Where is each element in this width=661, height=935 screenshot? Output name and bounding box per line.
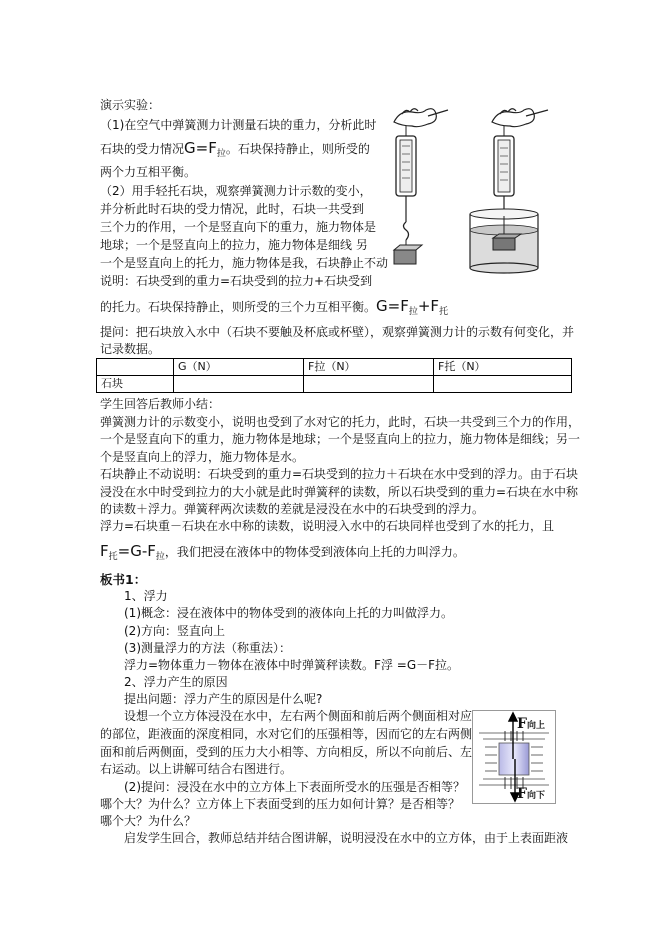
demo-p2-text: 的托力。石块保持静止，则所受的三个力互相平衡。 [100,300,377,314]
summary-formula-line [100,544,465,565]
summary-line5: 石块静止不动说明：石块受到的重力=石块受到的拉力＋石块在水中受到的浮力。由于石块 [100,467,579,481]
board-item-4: (3)测量浮力的方法（称重法）： [124,641,291,655]
buoyancy-definition-text: ，我们把浸在液体中的物体受到液体向上托的力叫浮力。 [164,545,465,559]
formula-sub-la: 拉 [216,149,226,159]
board-item-8: 设想一个立方体浸没在水中，左右两个侧面和前后两个侧面相对应 [124,709,473,723]
stone-block-icon [394,240,422,264]
cube-in-water-figure [472,710,556,804]
table-header-cell: G（N） [174,359,304,376]
board-item-5: 浮力=物体重力－物体在液体中时弹簧秤读数。F浮 =G－F拉。 [124,658,460,672]
demo-p1-line3: 两个力互相平衡。 [100,165,197,179]
summary-line1: 学生回答后教师小结： [100,397,221,411]
formula-eq-g-minus-f: =G-F [117,542,156,560]
formula-f: F [100,542,109,560]
demo-p2-line4: 地球；一个是竖直向上的拉力，施力物体是细线 另 [100,238,368,252]
summary-line6: 浸没在水中时受到拉力的大小就是此时弹簧秤的读数，所以石块受到的重力=石块在水中称 [100,485,579,499]
table-header-cell [97,359,174,376]
question-line2: 记录数据。 [100,342,161,356]
board-item-9: 的部位，距液面的深度相同，水对它们的压强相等，因而它的左右两侧 [100,727,473,741]
table-cell[interactable] [434,376,572,393]
board-item-1: 1、浮力 [124,589,168,603]
demo-heading: 演示实验： [100,98,161,112]
demo-p2-line3: 三个力的作用，一个是竖直向下的重力，施力物体是 [100,220,377,234]
board-item-10: 面和前后两侧面，受到的压力大小相等、方向相反，所以不向前后、左 [100,745,473,759]
force-down-label [517,783,545,802]
table-cell: 石块 [97,376,174,393]
board-title: 板书1： [100,572,147,587]
board-item-7: 提出问题：浮力产生的原因是什么呢? [124,692,323,706]
cube-icon [499,743,529,775]
table-cell[interactable] [304,376,434,393]
table-cell[interactable] [174,376,304,393]
formula-sub-la-2: 拉 [408,307,418,317]
demo-p2-line6: 说明：石块受到的重力=石块受到的拉力+石块受到 [100,274,373,288]
force-up-label [517,713,545,732]
force-up-sub: 向上 [526,721,545,731]
table-header-row [97,359,572,376]
board-item-6: 2、浮力产生的原因 [124,675,228,689]
formula-part-b: +F [417,297,440,315]
demo-p1-line1: （1)在空气中弹簧测力计测量石块的重力，分析此时 [100,118,377,132]
spring-scale-icon [494,126,514,216]
demo-p1-text-post: 。石块保持静止，则所受的 [225,142,370,156]
demo-p1-text: 石块的受力情况 [100,142,185,156]
formula-sub-tuo: 托 [439,307,449,317]
force-down-sub: 向下 [526,791,545,801]
formula-sub-la-3: 拉 [155,552,165,562]
summary-line3: 一个是竖直向下的重力，施力物体是地球；一个是竖直向上的拉力，施力物体是细线；另一 [100,432,581,446]
demo-p2-line5: 一个是竖直向上的托力，施力物体是我，石块静止不动 [100,256,389,270]
summary-line8: 浮力=石块重－石块在水中称的读数，说明浸入水中的石块同样也受到了水的托力，且 [100,519,555,533]
table-header-cell: F托（N） [434,359,572,376]
table-header-cell: F拉（N） [304,359,434,376]
water-beaker-icon [470,209,538,273]
demo-p2-line7 [100,299,448,320]
spring-scale-air-figure [376,104,456,274]
summary-line7: 的读数＋浮力。弹簧秤两次读数的差就是浸没在水中的石块受到的浮力。 [100,502,485,516]
hand-icon [492,109,548,127]
board-item-11: 右运动。以上讲解可结合右图进行。 [100,762,293,776]
force-record-table [96,358,572,393]
board-item-12: (2)提问：浸没在水中的立方体上下表面所受水的压强是否相等？ [124,780,466,794]
board-item-3: (2)方向：竖直向上 [124,624,225,638]
summary-line2: 弹簧测力计的示数变小，说明也受到了水对它的托力，此时，石块一共受到三个力的作用， [100,415,581,429]
force-up-f: F [517,716,527,732]
board-item-14: 哪个大？为什么？ [100,814,197,828]
demo-p2-line2: 并分析此时石块的受力情况，此时，石块一共受到 [100,202,365,216]
board-item-15: 启发学生回合，教师总结并结合图讲解，说明浸没在水中的立方体，由于上表面距液 [124,831,569,845]
board-item-2: (1)概念：浸在液体中的物体受到的液体向上托的力叫做浮力。 [124,606,454,620]
formula-g-equals-f: G=F [184,139,217,157]
question-line1: 提问：把石块放入水中（石块不要触及杯底或杯壁），观察弹簧测力计的示数有何变化，并 [100,325,575,339]
hand-icon [394,109,448,127]
formula-sub-tuo-2: 托 [108,552,118,562]
spring-scale-water-figure [466,104,556,274]
demo-p1-line2 [100,141,370,162]
board-item-13: 哪个大？为什么？立方体上下表面受到的压力如何计算？是否相等？ [100,797,461,811]
summary-line4: 个是竖直向上的浮力，施力物体是水。 [100,450,305,464]
spring-scale-icon [396,126,416,240]
formula-part-a: G=F [376,297,409,315]
demo-p2-line1: （2）用手轻托石块，观察弹簧测力计示数的变小， [100,184,372,198]
force-down-f: F [517,786,527,802]
table-row [97,376,572,393]
